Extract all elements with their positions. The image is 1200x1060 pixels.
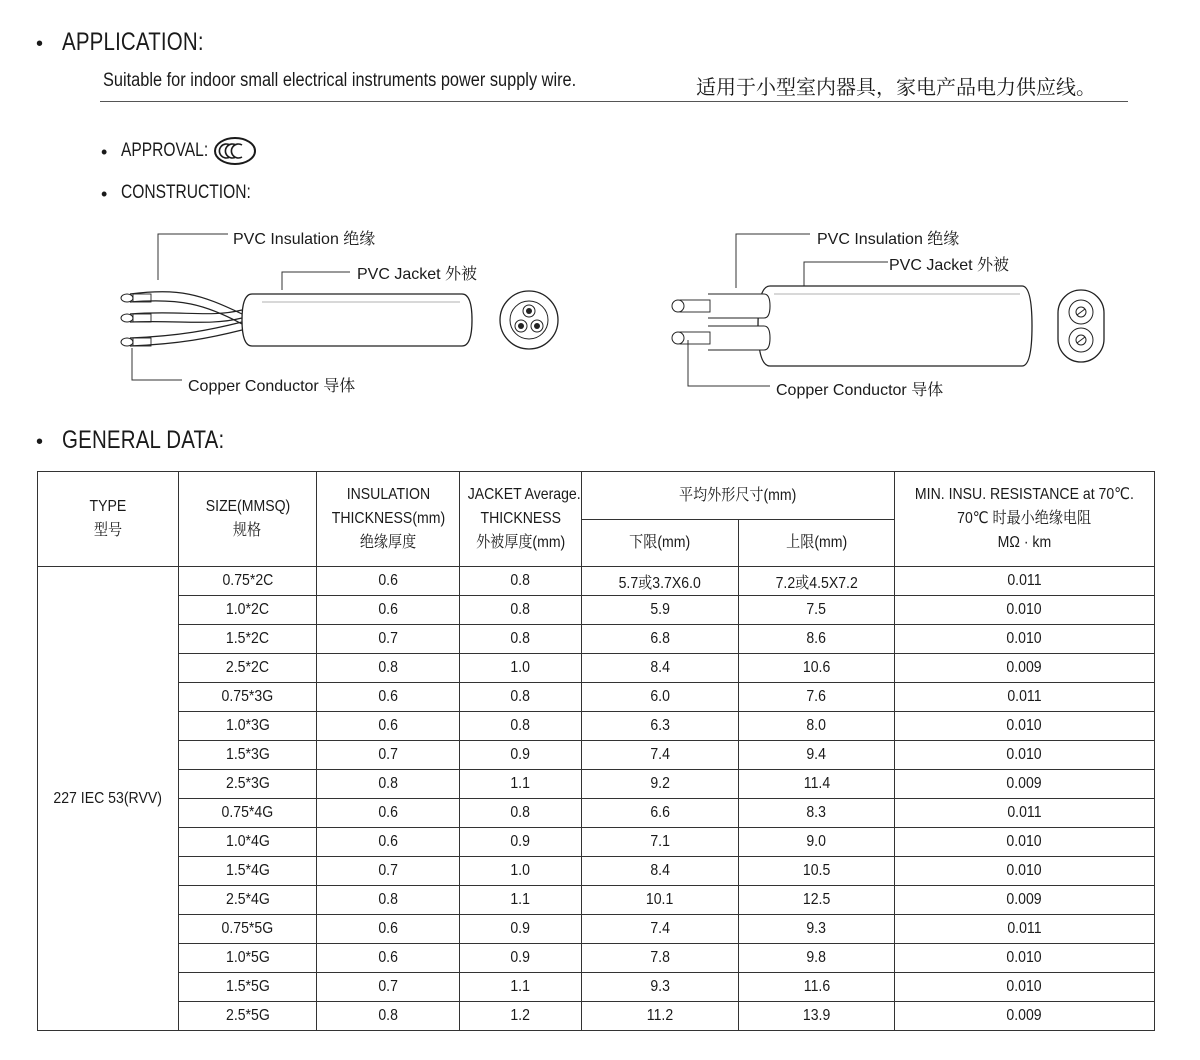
general-data-table <box>37 471 1155 1031</box>
res-cell: 0.010 <box>895 712 1155 741</box>
jac-cell: 0.8 <box>460 625 582 654</box>
res-cell: 0.009 <box>895 1002 1155 1031</box>
res-cell: 0.009 <box>895 654 1155 683</box>
header-upper-limit: 上限(mm) <box>739 520 895 567</box>
header-resistance: MIN. INSU. RESISTANCE at 70℃. 70℃ 时最小绝缘电阻 MΩ · km <box>895 472 1155 567</box>
size-cell: 1.0*4G <box>179 828 317 857</box>
jac-cell: 0.9 <box>460 828 582 857</box>
ins-cell: 0.6 <box>317 944 460 973</box>
size-cell: 2.5*5G <box>179 1002 317 1031</box>
type-cell: 227 IEC 53(RVV) <box>38 567 179 1031</box>
bullet-icon: • <box>36 33 44 55</box>
upper-cell: 9.0 <box>739 828 895 857</box>
lower-cell: 5.7或3.7X6.0 <box>582 567 739 596</box>
res-cell: 0.010 <box>895 625 1155 654</box>
ins-cell: 0.7 <box>317 625 460 654</box>
ccc-mark-icon <box>213 136 257 166</box>
size-cell: 1.0*5G <box>179 944 317 973</box>
upper-cell: 9.4 <box>739 741 895 770</box>
table-row <box>38 973 1155 1002</box>
upper-cell: 7.5 <box>739 596 895 625</box>
jac-cell: 0.8 <box>460 799 582 828</box>
application-heading: APPLICATION: <box>62 28 204 56</box>
ins-cell: 0.7 <box>317 973 460 1002</box>
ins-cell: 0.6 <box>317 596 460 625</box>
bullet-icon: • <box>101 142 108 162</box>
lower-cell: 7.1 <box>582 828 739 857</box>
lower-cell: 5.9 <box>582 596 739 625</box>
table-row <box>38 828 1155 857</box>
res-cell: 0.011 <box>895 915 1155 944</box>
ins-cell: 0.7 <box>317 857 460 886</box>
upper-cell: 12.5 <box>739 886 895 915</box>
upper-cell: 11.4 <box>739 770 895 799</box>
upper-cell: 10.5 <box>739 857 895 886</box>
header-insulation: INSULATION THICKNESS(mm) 绝缘厚度 <box>317 472 460 567</box>
round-insulation-label: PVC Insulation 绝缘 <box>233 231 376 248</box>
res-cell: 0.010 <box>895 973 1155 1002</box>
header-lower-limit: 下限(mm) <box>582 520 739 567</box>
ins-cell: 0.6 <box>317 567 460 596</box>
lower-cell: 9.3 <box>582 973 739 1002</box>
jac-cell: 0.8 <box>460 596 582 625</box>
upper-cell: 10.6 <box>739 654 895 683</box>
table-row <box>38 799 1155 828</box>
application-rule <box>100 101 1128 102</box>
upper-cell: 11.6 <box>739 973 895 1002</box>
lower-cell: 6.3 <box>582 712 739 741</box>
jac-cell: 1.1 <box>460 973 582 1002</box>
jac-cell: 1.0 <box>460 654 582 683</box>
upper-cell: 8.0 <box>739 712 895 741</box>
lower-cell: 7.8 <box>582 944 739 973</box>
upper-cell: 8.6 <box>739 625 895 654</box>
application-text-en: Suitable for indoor small electrical instruments power supply wire. <box>103 70 577 91</box>
header-outer-dimension: 平均外形尺寸(mm) <box>582 472 895 520</box>
res-cell: 0.009 <box>895 770 1155 799</box>
application-text-zh: 适用于小型室内器具，家电产品电力供应线。 <box>696 77 1096 99</box>
round-jacket-label: PVC Jacket 外被 <box>357 266 478 283</box>
ins-cell: 0.8 <box>317 1002 460 1031</box>
table-row <box>38 1002 1155 1031</box>
table-row <box>38 712 1155 741</box>
table-row <box>38 886 1155 915</box>
table-row <box>38 770 1155 799</box>
bullet-icon: • <box>101 184 108 204</box>
res-cell: 0.010 <box>895 741 1155 770</box>
jac-cell: 1.2 <box>460 1002 582 1031</box>
res-cell: 0.011 <box>895 567 1155 596</box>
res-cell: 0.010 <box>895 857 1155 886</box>
jac-cell: 0.8 <box>460 567 582 596</box>
jac-cell: 0.8 <box>460 712 582 741</box>
lower-cell: 7.4 <box>582 915 739 944</box>
res-cell: 0.009 <box>895 886 1155 915</box>
upper-cell: 8.3 <box>739 799 895 828</box>
res-cell: 0.011 <box>895 683 1155 712</box>
jac-cell: 0.8 <box>460 683 582 712</box>
upper-cell: 9.8 <box>739 944 895 973</box>
size-cell: 1.0*3G <box>179 712 317 741</box>
jac-cell: 1.1 <box>460 770 582 799</box>
flat-insulation-label: PVC Insulation 绝缘 <box>817 231 960 248</box>
size-cell: 2.5*3G <box>179 770 317 799</box>
jac-cell: 1.1 <box>460 886 582 915</box>
ins-cell: 0.6 <box>317 683 460 712</box>
flat-conductor-label: Copper Conductor 导体 <box>776 382 944 399</box>
table-row <box>38 596 1155 625</box>
ins-cell: 0.6 <box>317 799 460 828</box>
bullet-icon: • <box>36 431 44 453</box>
res-cell: 0.010 <box>895 944 1155 973</box>
size-cell: 2.5*4G <box>179 886 317 915</box>
size-cell: 1.0*2C <box>179 596 317 625</box>
lower-cell: 6.0 <box>582 683 739 712</box>
size-cell: 1.5*3G <box>179 741 317 770</box>
upper-cell: 13.9 <box>739 1002 895 1031</box>
res-cell: 0.010 <box>895 828 1155 857</box>
table-row <box>38 915 1155 944</box>
upper-cell: 9.3 <box>739 915 895 944</box>
header-type: TYPE 型号 <box>38 472 179 567</box>
header-jacket: JACKET Average. THICKNESS 外被厚度(mm) <box>460 472 582 567</box>
size-cell: 0.75*4G <box>179 799 317 828</box>
lower-cell: 9.2 <box>582 770 739 799</box>
construction-heading: CONSTRUCTION: <box>121 182 251 203</box>
size-cell: 2.5*2C <box>179 654 317 683</box>
table-row <box>38 654 1155 683</box>
ins-cell: 0.6 <box>317 712 460 741</box>
lower-cell: 6.6 <box>582 799 739 828</box>
size-cell: 1.5*5G <box>179 973 317 1002</box>
table-row <box>38 741 1155 770</box>
jac-cell: 0.9 <box>460 944 582 973</box>
lower-cell: 7.4 <box>582 741 739 770</box>
header-size: SIZE(MMSQ) 规格 <box>179 472 317 567</box>
jac-cell: 0.9 <box>460 741 582 770</box>
table-row <box>38 857 1155 886</box>
ins-cell: 0.7 <box>317 741 460 770</box>
ins-cell: 0.6 <box>317 915 460 944</box>
upper-cell: 7.2或4.5X7.2 <box>739 567 895 596</box>
size-cell: 1.5*2C <box>179 625 317 654</box>
table-row <box>38 944 1155 973</box>
general-data-heading: GENERAL DATA: <box>62 426 225 454</box>
size-cell: 0.75*5G <box>179 915 317 944</box>
lower-cell: 8.4 <box>582 857 739 886</box>
ins-cell: 0.8 <box>317 886 460 915</box>
lower-cell: 10.1 <box>582 886 739 915</box>
approval-heading: APPROVAL: <box>121 140 209 161</box>
table-row <box>38 625 1155 654</box>
jac-cell: 1.0 <box>460 857 582 886</box>
size-cell: 0.75*2C <box>179 567 317 596</box>
ins-cell: 0.8 <box>317 654 460 683</box>
lower-cell: 6.8 <box>582 625 739 654</box>
res-cell: 0.011 <box>895 799 1155 828</box>
ins-cell: 0.6 <box>317 828 460 857</box>
size-cell: 0.75*3G <box>179 683 317 712</box>
ins-cell: 0.8 <box>317 770 460 799</box>
res-cell: 0.010 <box>895 596 1155 625</box>
flat-cable-diagram <box>660 222 1120 402</box>
jac-cell: 0.9 <box>460 915 582 944</box>
lower-cell: 8.4 <box>582 654 739 683</box>
round-conductor-label: Copper Conductor 导体 <box>188 378 356 395</box>
table-row <box>38 683 1155 712</box>
flat-jacket-label: PVC Jacket 外被 <box>889 257 1010 274</box>
size-cell: 1.5*4G <box>179 857 317 886</box>
lower-cell: 11.2 <box>582 1002 739 1031</box>
upper-cell: 7.6 <box>739 683 895 712</box>
table-row <box>38 567 1155 596</box>
